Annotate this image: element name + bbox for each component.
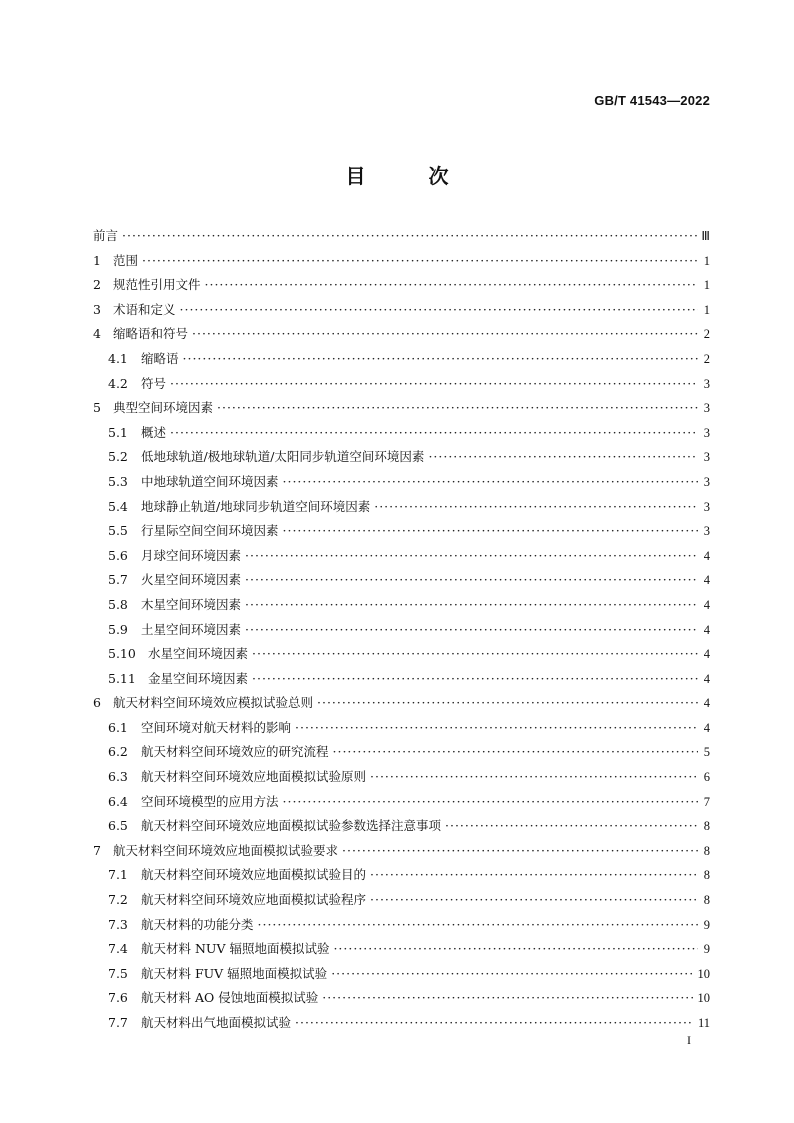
toc-leader-dots [331, 966, 693, 981]
toc-entry-label: 中地球轨道空间环境因素 [141, 473, 279, 489]
toc-leader-dots [283, 523, 698, 538]
toc-entry-label: 航天材料空间环境效应地面模拟试验原则 [141, 769, 367, 785]
toc-entry[interactable] [93, 497, 710, 522]
toc-entry-label: 航天材料出气地面模拟试验 [141, 1015, 292, 1030]
toc-entry-number: 5.8 [108, 596, 128, 612]
toc-entry[interactable] [93, 275, 710, 300]
toc-entry-label: 范围 [113, 252, 139, 268]
toc-entry[interactable] [93, 251, 710, 276]
toc-entry-label: 航天材料 AO 侵蚀地面模拟试验 [141, 990, 319, 1006]
toc-entry-number: 5.9 [108, 621, 128, 637]
toc-entry[interactable] [93, 472, 710, 497]
toc-entry-label: 月球空间环境因素 [141, 547, 242, 563]
toc-leader-dots [245, 597, 698, 612]
toc-entry[interactable] [93, 447, 710, 472]
toc-entry-number: 6.3 [108, 769, 128, 785]
toc-leader-dots [370, 892, 698, 907]
toc-entry-page: 3 [703, 524, 710, 539]
toc-entry-number: 6.2 [108, 744, 128, 760]
toc-entry[interactable] [93, 767, 710, 792]
toc-entry-page: 9 [703, 917, 710, 932]
toc-entry-number: 6 [93, 695, 101, 711]
toc-entry[interactable] [93, 964, 710, 989]
toc-entry-number: 7.4 [108, 941, 128, 957]
toc-entry-label: 航天材料空间环境效应地面模拟试验要求 [113, 842, 339, 858]
toc-entry-number: 4.2 [108, 375, 128, 391]
toc-entry-page: 5 [703, 745, 710, 760]
toc-entry-label: 金星空间环境因素 [148, 670, 249, 686]
toc-entry-number: 5.4 [108, 498, 128, 514]
toc-entry[interactable] [93, 226, 710, 251]
standard-number: GB/T 41543—2022 [594, 93, 710, 108]
toc-entry-page: 9 [703, 942, 710, 957]
toc-entry-number: 5.10 [108, 646, 136, 662]
toc-entry-page: 4 [703, 696, 710, 711]
toc-entry-number: 5.1 [108, 424, 128, 440]
toc-entry-page: 1 [703, 302, 710, 317]
toc-entry-page: 3 [703, 450, 710, 465]
toc-entry[interactable] [93, 349, 710, 374]
toc-entry-page: 8 [703, 868, 710, 883]
toc-entry-page: 8 [703, 843, 710, 858]
toc-entry-number: 7.7 [108, 1015, 128, 1030]
toc-entry-page: 2 [703, 351, 710, 366]
toc-entry[interactable] [93, 890, 710, 915]
toc-entry-number: 7.5 [108, 965, 128, 981]
toc-entry-number: 5.11 [108, 670, 136, 686]
toc-entry-label: 水星空间环境因素 [148, 646, 249, 662]
toc-entry[interactable] [93, 742, 710, 767]
toc-entry-page: 3 [703, 425, 710, 440]
toc-entry-label: 符号 [141, 375, 167, 391]
toc-leader-dots [252, 646, 698, 661]
toc-entry-number: 3 [93, 301, 101, 317]
toc-entry-number: 5.6 [108, 547, 128, 563]
page-number: I [687, 1033, 691, 1047]
toc-leader-dots [283, 794, 698, 809]
toc-entry-label: 航天材料空间环境效应的研究流程 [141, 744, 329, 760]
toc-entry-number: 5.3 [108, 473, 128, 489]
toc-entry-page: 3 [703, 474, 710, 489]
toc-entry[interactable] [93, 718, 710, 743]
toc-leader-dots [342, 843, 698, 858]
toc-leader-dots [170, 376, 698, 391]
toc-entry-number: 6.1 [108, 719, 128, 735]
toc-entry-label: 缩略语和符号 [113, 326, 189, 342]
toc-entry-page: 3 [703, 499, 710, 514]
toc-entry[interactable] [93, 398, 710, 423]
toc-leader-dots [333, 744, 698, 759]
toc-entry-page: 4 [703, 720, 710, 735]
toc-entry-number: 1 [93, 252, 101, 268]
toc-entry-label: 典型空间环境因素 [113, 400, 214, 416]
toc-entry-label: 前言 [93, 228, 119, 243]
toc-leader-dots [205, 277, 698, 292]
toc-leader-dots [445, 818, 698, 833]
toc-entry-label: 航天材料空间环境效应地面模拟试验目的 [141, 867, 367, 883]
toc-entry-label: 土星空间环境因素 [141, 621, 242, 637]
toc-leader-dots [183, 351, 698, 366]
toc-entry[interactable] [93, 546, 710, 571]
toc-leader-dots [258, 917, 698, 932]
toc-entry-page: 11 [697, 1016, 710, 1030]
toc-leader-dots [283, 474, 698, 489]
page-title: 目 次 [345, 164, 477, 188]
toc-entry[interactable] [93, 324, 710, 349]
toc-entry-page: 7 [703, 794, 710, 809]
toc-leader-dots [370, 867, 698, 882]
toc-entry[interactable] [93, 939, 710, 964]
toc-leader-dots [170, 425, 698, 440]
toc-entry-number: 6.4 [108, 793, 128, 809]
toc-entry-page: 10 [697, 966, 710, 981]
toc-leader-dots [192, 326, 698, 341]
toc-entry-label: 航天材料空间环境效应地面模拟试验程序 [141, 892, 367, 908]
toc-entry-page: 6 [703, 770, 710, 785]
toc-leader-dots [245, 572, 698, 587]
toc-entry-number: 7.3 [108, 916, 128, 932]
toc-entry-label: 地球静止轨道/地球同步轨道空间环境因素 [141, 498, 371, 514]
toc-entry-page: 4 [703, 573, 710, 588]
toc-entry-number: 7.2 [108, 892, 128, 908]
toc-entry-page: 8 [703, 819, 710, 834]
toc-entry-label: 航天材料 NUV 辐照地面模拟试验 [141, 941, 330, 957]
toc-leader-dots [295, 720, 698, 735]
toc-leader-dots [333, 941, 698, 956]
toc-entry-label: 术语和定义 [113, 301, 176, 317]
toc-entry-number: 2 [93, 277, 101, 293]
table-of-contents [93, 226, 710, 1038]
toc-leader-dots [122, 228, 697, 243]
toc-entry-number: 5.2 [108, 449, 128, 465]
toc-leader-dots [317, 695, 698, 710]
toc-leader-dots [217, 400, 698, 415]
toc-leader-dots [295, 1015, 694, 1030]
toc-entry-page: 4 [703, 647, 710, 662]
toc-entry-number: 5.5 [108, 523, 128, 539]
toc-entry-label: 概述 [141, 424, 167, 440]
toc-entry[interactable] [93, 644, 710, 669]
toc-entry-page: 4 [703, 548, 710, 563]
toc-entry[interactable] [93, 1013, 710, 1038]
toc-entry-number: 4.1 [108, 350, 128, 366]
toc-leader-dots [374, 499, 698, 514]
toc-entry-number: 7 [93, 842, 101, 858]
toc-entry-number: 4 [93, 326, 101, 342]
toc-entry[interactable] [93, 988, 710, 1013]
toc-entry-label: 空间环境模型的应用方法 [141, 793, 279, 809]
toc-entry-page: 1 [703, 253, 710, 268]
toc-entry-page: 3 [703, 401, 710, 416]
toc-entry-label: 木星空间环境因素 [141, 596, 242, 612]
toc-leader-dots [252, 671, 698, 686]
toc-entry-number: 5 [93, 400, 101, 416]
toc-entry[interactable] [93, 620, 710, 645]
toc-entry[interactable] [93, 374, 710, 399]
toc-entry-page: 10 [697, 991, 710, 1006]
toc-entry-page: 3 [703, 376, 710, 391]
toc-entry-page: 4 [703, 622, 710, 637]
toc-entry-label: 航天材料 FUV 辐照地面模拟试验 [141, 965, 328, 981]
toc-entry-number: 5.7 [108, 572, 128, 588]
toc-entry-page: 4 [703, 671, 710, 686]
toc-entry[interactable] [93, 521, 710, 546]
toc-entry-label: 规范性引用文件 [113, 277, 201, 293]
toc-entry-label: 航天材料的功能分类 [141, 916, 254, 932]
toc-entry[interactable] [93, 423, 710, 448]
toc-entry[interactable] [93, 865, 710, 890]
toc-entry-label: 行星际空间空间环境因素 [141, 523, 279, 539]
toc-entry-label: 低地球轨道/极地球轨道/太阳同步轨道空间环境因素 [141, 449, 425, 465]
toc-entry-number: 7.1 [108, 867, 128, 883]
toc-leader-dots [245, 548, 698, 563]
toc-entry[interactable] [93, 841, 710, 866]
toc-entry[interactable] [93, 816, 710, 841]
toc-leader-dots [370, 769, 698, 784]
toc-leader-dots [428, 449, 698, 464]
toc-entry[interactable] [93, 570, 710, 595]
toc-entry-page: 8 [703, 893, 710, 908]
toc-leader-dots [322, 990, 693, 1005]
toc-entry[interactable] [93, 693, 710, 718]
toc-entry-label: 航天材料空间环境效应模拟试验总则 [113, 695, 314, 711]
toc-entry-page: Ⅲ [701, 229, 710, 243]
toc-entry[interactable] [93, 669, 710, 694]
toc-leader-dots [180, 302, 698, 317]
toc-entry-number: 6.5 [108, 818, 128, 834]
toc-entry-page: 4 [703, 597, 710, 612]
toc-entry-number: 7.6 [108, 990, 128, 1006]
toc-entry[interactable] [93, 595, 710, 620]
toc-leader-dots [142, 253, 698, 268]
toc-entry-label: 航天材料空间环境效应地面模拟试验参数选择注意事项 [141, 818, 442, 834]
toc-entry[interactable] [93, 915, 710, 940]
toc-entry-label: 火星空间环境因素 [141, 572, 242, 588]
toc-entry-page: 2 [703, 327, 710, 342]
toc-entry-label: 缩略语 [141, 350, 179, 366]
toc-entry-page: 1 [703, 278, 710, 293]
toc-entry-label: 空间环境对航天材料的影响 [141, 719, 292, 735]
toc-entry[interactable] [93, 792, 710, 817]
toc-entry[interactable] [93, 300, 710, 325]
toc-leader-dots [245, 622, 698, 637]
